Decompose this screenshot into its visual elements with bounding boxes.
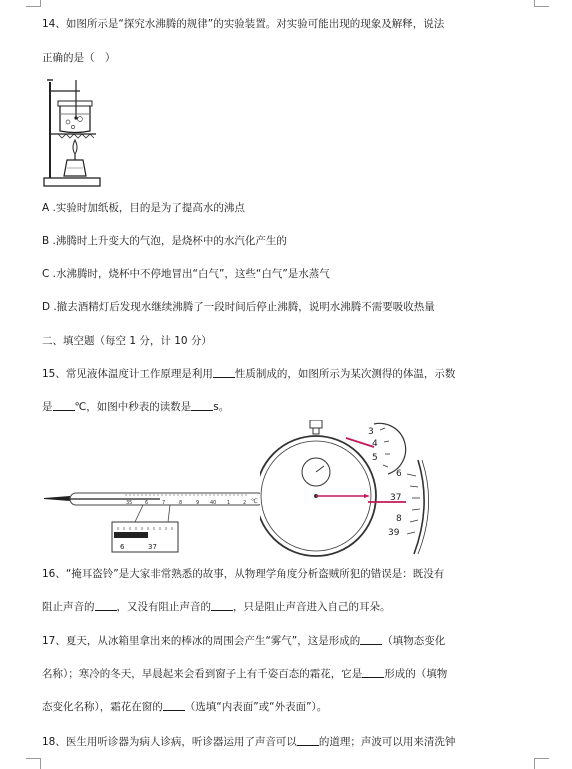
q14-option-c: C .水沸腾时，烧杯中不停地冒出“白气”，这些“白气”是水蒸气 [42,268,330,280]
stopwatch-outer-label: 39 [388,528,400,538]
stopwatch-inner-label: 5 [372,453,378,463]
q17-text-5: 态变化名称），霜花在窗的 [42,701,163,713]
q15-text-3: 是 [42,401,53,413]
thermometer-scale-label: 2 [243,500,247,506]
thermometer-inset-label: 6 [120,543,125,551]
q15-text-2: 性质制成的，如图所示为某次测得的体温，示数 [234,368,456,380]
thermometer-scale-label: 7 [162,500,166,506]
q15-line2 [42,399,229,414]
stopwatch-outer-label: 37 [390,493,402,503]
q16-text-2: ，又没有阻止声音的 [116,601,211,613]
stopwatch-figure [260,420,442,558]
q14-stem-line1: 14、如图所示是“探究水沸腾的规律”的实验装置。对实验可能出现的现象及解释，说法 [42,18,445,30]
clinical-thermometer-figure [40,484,270,554]
q17-text-3: 名称）；寒冷的冬天，早晨起来会看到窗子上有千姿百态的霜花，它是 [42,668,363,680]
corner-mark-bottom-left [26,758,41,769]
corner-mark-top-right [534,0,549,7]
q17-text-4: 形成的（填物 [384,668,448,680]
q15-text-4: ℃，如图中秒表的读数是 [74,401,192,413]
q14-option-a: A .实验时加纸板，目的是为了提高水的沸点 [42,202,245,214]
q15-text-5: s。 [213,401,230,413]
q18-line1 [42,734,455,749]
corner-mark-top-left [26,0,41,7]
q18-text-1: 18、医生用听诊器为病人诊病，听诊器运用了声音可以 [42,736,297,748]
q15-line1 [42,366,455,381]
corner-mark-bottom-right [534,758,549,769]
thermometer-scale-label: 8 [179,500,183,506]
q16-blank-1 [95,600,117,611]
thermometer-inset-label: 37 [148,543,157,551]
q17-line1 [42,633,445,648]
stopwatch-outer-label: 6 [396,469,402,479]
section-fill-in-heading: 二、填空题（每空 1 分，计 10 分） [42,335,212,347]
q18-text-2: 的道理；声波可以用来清洗钟 [318,736,456,748]
q17-line3 [42,699,327,714]
q15-blank-3 [191,400,213,411]
q16-text-1: 阻止声音的 [42,601,95,613]
q17-text-6: （选填“内表面”或“外表面”）。 [184,701,328,713]
q17-blank-2 [362,667,384,678]
q17-text-2: （填物态变化 [382,635,446,647]
q14-option-d: D .撤去酒精灯后发现水继续沸腾了一段时间后停止沸腾，说明水沸腾不需要吸收热量 [42,301,435,313]
thermometer-scale-label: 35 [126,500,133,506]
thermometer-scale-label: 40 [210,500,217,506]
q17-text-1: 17、夏天，从冰箱里拿出来的棒冰的周围会产生“雾气”，这是形成的 [42,635,361,647]
q14-stem-line2: 正确的是（ ） [42,52,116,64]
thermometer-scale-label: 9 [196,500,200,506]
q16-line1: 16、“掩耳盗铃”是大家非常熟悉的故事，从物理学角度分析盗贼所犯的错误是：既没有 [42,568,445,580]
q16-line2 [42,599,391,614]
q15-text-1: 15、常见液体温度计工作原理是利用 [42,368,213,380]
q16-blank-2 [211,600,233,611]
q14-option-b: B .沸腾时上升变大的气泡，是烧杯中的水汽化产生的 [42,235,287,247]
q17-blank-3 [163,700,185,711]
thermometer-scale-label: 6 [145,500,149,506]
stopwatch-inner-label: 4 [372,439,378,449]
thermometer-unit: ℃ [251,498,258,505]
boiling-apparatus-figure [40,76,102,190]
q15-blank-1 [213,367,235,378]
q16-text-3: ，只是阻止声音进入自己的耳朵。 [233,601,391,613]
stopwatch-inner-label: 3 [368,427,374,437]
q17-blank-1 [360,634,382,645]
q17-line2 [42,666,447,681]
thermometer-scale-label: 1 [227,500,231,506]
q18-blank-1 [297,735,319,746]
stopwatch-outer-label: 8 [396,514,402,524]
q15-blank-2 [53,400,75,411]
